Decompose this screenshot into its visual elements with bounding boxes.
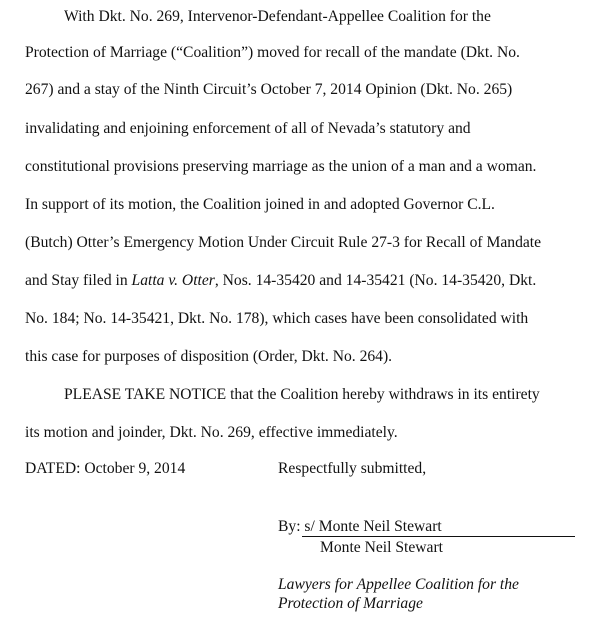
case-name-italic: Latta v. Otter — [131, 272, 215, 289]
signature-text: s/ Monte Neil Stewart — [300, 518, 442, 535]
body-line-2: Protection of Marriage (“Coalition”) moved for recall of the mandate (Dkt. No. — [25, 44, 520, 61]
signer-name: Monte Neil Stewart — [320, 539, 443, 556]
body-line-7: (Butch) Otter’s Emergency Motion Under Circuit Rule 27-3 for Recall of Mandate — [25, 234, 542, 251]
body-line-1: With Dkt. No. 269, Intervenor-Defendant-Appellee Coalition for the — [64, 8, 491, 25]
body-line-4: invalidating and enjoining enforcement of all of Nevada’s statutory and — [25, 120, 471, 137]
notice-line-2: its motion and joinder, Dkt. No. 269, effective immediately. — [25, 424, 398, 441]
notice-line-1: PLEASE TAKE NOTICE that the Coalition hereby withdraws in its entirety — [64, 386, 540, 403]
signature-block — [278, 517, 442, 537]
body-line-5: constitutional provisions preserving marriage as the union of a man and a woman. — [25, 158, 537, 175]
body-line-8-end: , Nos. 14-35420 and 14-35421 (No. 14-35420, Dkt. — [214, 272, 537, 289]
body-line-6: In support of its motion, the Coalition joined in and adopted Governor C.L. — [25, 196, 495, 213]
body-line-3: 267) and a stay of the Ninth Circuit’s October 7, 2014 Opinion (Dkt. No. 265) — [25, 81, 513, 98]
counsel-line-2: Protection of Marriage — [278, 595, 423, 612]
body-line-10: this case for purposes of disposition (Order, Dkt. No. 264). — [25, 348, 393, 365]
body-line-8 — [25, 271, 536, 291]
body-line-8-start: and Stay filed in — [25, 272, 132, 289]
body-line-9: No. 184; No. 14-35421, Dkt. No. 178), which cases have been consolidated with — [25, 310, 529, 327]
by-label: By: — [278, 518, 301, 535]
closing-text: Respectfully submitted, — [278, 460, 427, 477]
signature-underline — [302, 536, 575, 537]
counsel-line-1: Lawyers for Appellee Coalition for the — [278, 576, 519, 593]
dated-line: DATED: October 9, 2014 — [25, 460, 186, 477]
